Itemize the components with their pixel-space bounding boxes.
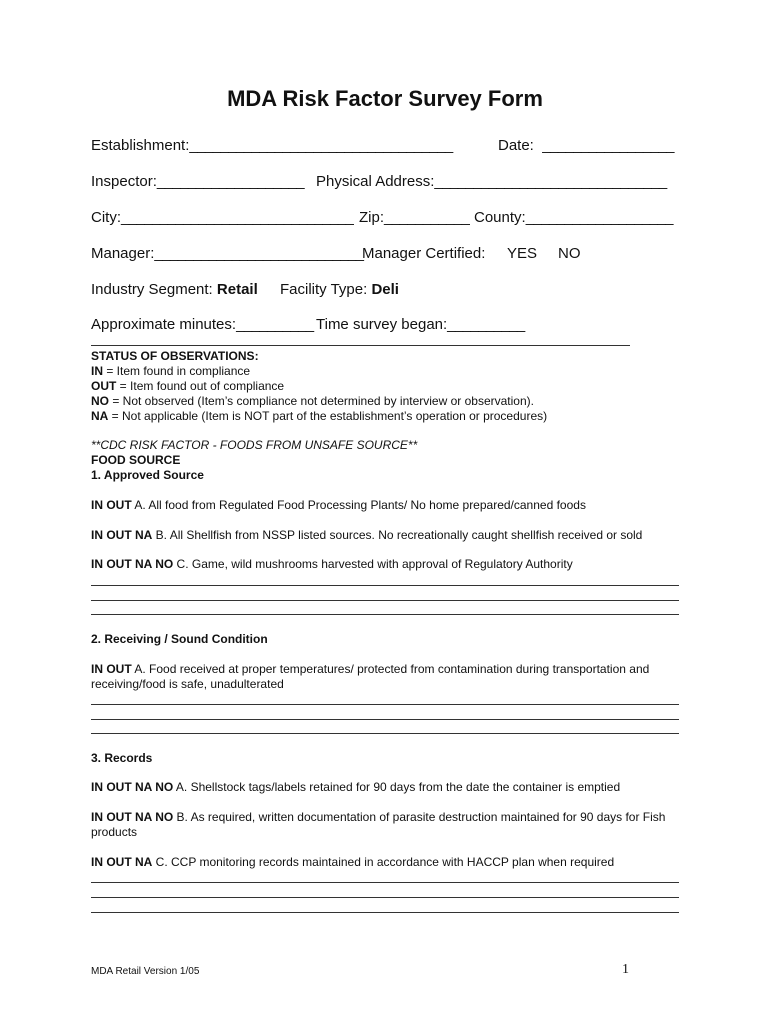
date-row (498, 137, 674, 154)
notes-line[interactable] (91, 912, 679, 913)
industry-segment-value: Retail (216, 281, 258, 298)
manager-row (91, 245, 363, 262)
city-field[interactable]: ______________________________ (121, 209, 354, 226)
manager-field[interactable]: ___________________________ (154, 245, 364, 262)
facility-type-label: Facility Type: (280, 281, 368, 298)
date-label: Date: (498, 137, 534, 154)
notes-line[interactable] (91, 585, 679, 586)
inspector-row (91, 173, 304, 190)
header-divider (91, 345, 630, 346)
zip-field[interactable]: ___________ (384, 209, 470, 226)
industry-segment-row (91, 281, 258, 298)
notes-line[interactable] (91, 897, 679, 898)
physical-address-field[interactable]: ______________________________ (434, 173, 667, 190)
status-codes[interactable]: IN OUT (91, 498, 132, 512)
manager-certified-yes[interactable]: YES (507, 245, 538, 262)
manager-label: Manager: (91, 245, 155, 262)
physical-address-label: Physical Address: (316, 173, 435, 190)
approx-minutes-row (91, 316, 314, 333)
section-heading: 1. Approved Source (91, 468, 204, 482)
establishment-field[interactable]: __________________________________ (189, 137, 453, 154)
city-label: City: (91, 209, 121, 226)
establishment-label: Establishment: (91, 137, 190, 154)
status-item: OUT = Item found out of compliance (91, 379, 285, 393)
notes-line[interactable] (91, 882, 679, 883)
industry-segment-label: Industry Segment: (91, 281, 213, 298)
manager-certified-no[interactable]: NO (558, 245, 581, 262)
status-codes[interactable]: IN OUT (91, 662, 132, 676)
notes-line[interactable] (91, 600, 679, 601)
notes-line[interactable] (91, 704, 679, 705)
time-began-row (316, 316, 525, 333)
status-heading: STATUS OF OBSERVATIONS: (91, 349, 259, 363)
status-codes[interactable]: IN OUT NA (91, 855, 153, 869)
county-field[interactable]: ___________________ (525, 209, 673, 226)
survey-item: IN OUT NA NO A. Shellstock tags/labels retained for 90 days from the date the container is emptied (91, 780, 621, 794)
status-codes[interactable]: IN OUT NA (91, 528, 153, 542)
establishment-row (91, 137, 453, 154)
status-codes[interactable]: IN OUT NA NO (91, 780, 174, 794)
page-number: 1 (622, 962, 629, 977)
date-field[interactable]: _________________ (542, 137, 674, 154)
facility-type-row (280, 281, 399, 298)
notes-line[interactable] (91, 719, 679, 720)
status-item: NO = Not observed (Item’s compliance not determined by interview or observation). (91, 394, 534, 408)
approx-minutes-field[interactable]: __________ (236, 316, 314, 333)
survey-item: IN OUT NA B. All Shellfish from NSSP listed sources. No recreationally caught shellfish received or sold (91, 528, 643, 542)
zip-label: Zip: (359, 209, 385, 226)
approx-minutes-label: Approximate minutes: (91, 316, 237, 333)
facility-type-value: Deli (371, 281, 399, 298)
status-item: NA = Not applicable (Item is NOT part of the establishment’s operation or procedures) (91, 409, 548, 423)
section-heading: 2. Receiving / Sound Condition (91, 632, 268, 646)
survey-item: IN OUT A. Food received at proper temperatures/ protected from contamination during transportation and receiving/food is safe, unadulterated (91, 662, 650, 691)
status-codes[interactable]: IN OUT NA NO (91, 810, 174, 824)
time-began-label: Time survey began: (316, 316, 448, 333)
zip-row (359, 209, 469, 226)
footer-version: MDA Retail Version 1/05 (91, 966, 200, 977)
time-began-field[interactable]: __________ (447, 316, 525, 333)
manager-certified-label: Manager Certified: (362, 245, 486, 262)
county-label: County: (474, 209, 526, 226)
notes-line[interactable] (91, 733, 679, 734)
status-item: IN = Item found in compliance (91, 364, 251, 378)
risk-factor-heading: **CDC RISK FACTOR - FOODS FROM UNSAFE SOURCE** (91, 438, 418, 452)
survey-item: IN OUT NA NO B. As required, written documentation of parasite destruction maintained for 90 days for Fish products (91, 810, 666, 839)
survey-item: IN OUT A. All food from Regulated Food Processing Plants/ No home prepared/canned foods (91, 498, 586, 512)
inspector-label: Inspector: (91, 173, 157, 190)
food-source-heading: FOOD SOURCE (91, 453, 181, 467)
physical-address-row (316, 173, 667, 190)
survey-item: IN OUT NA NO C. Game, wild mushrooms harvested with approval of Regulatory Authority (91, 557, 573, 571)
page-title: MDA Risk Factor Survey Form (227, 86, 543, 111)
city-row (91, 209, 353, 226)
county-row (474, 209, 673, 226)
section-heading: 3. Records (91, 751, 153, 765)
notes-line[interactable] (91, 614, 679, 615)
survey-item: IN OUT NA C. CCP monitoring records maintained in accordance with HACCP plan when required (91, 855, 615, 869)
inspector-field[interactable]: ___________________ (156, 173, 304, 190)
status-codes[interactable]: IN OUT NA NO (91, 557, 174, 571)
